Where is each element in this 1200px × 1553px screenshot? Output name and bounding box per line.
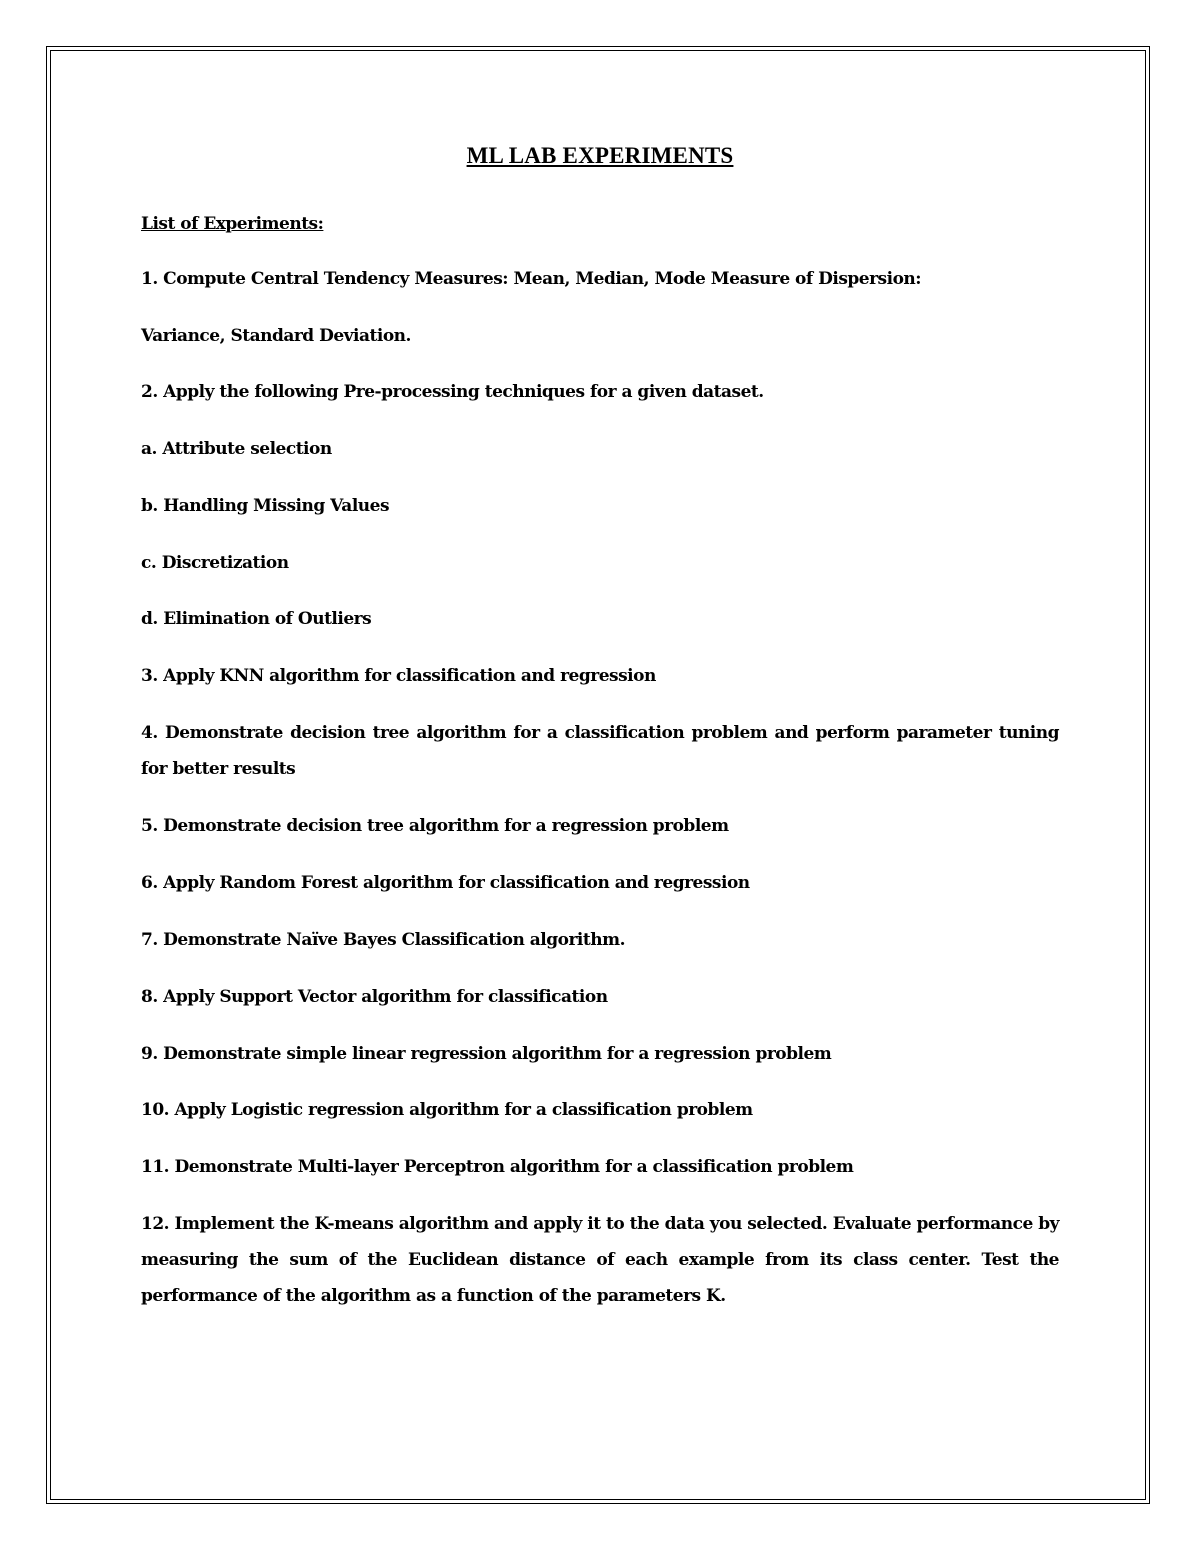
list-item: 3. Apply KNN algorithm for classification and regression <box>141 666 656 686</box>
list-item: 4. Demonstrate decision tree algorithm for a classification problem and perform parameter tuning for better results <box>141 723 1059 779</box>
list-item: 8. Apply Support Vector algorithm for classification <box>141 987 608 1007</box>
list-item: 9. Demonstrate simple linear regression algorithm for a regression problem <box>141 1044 832 1064</box>
list-item: 12. Implement the K-means algorithm and apply it to the data you selected. Evaluate performance by measuring the sum of the Euclidean distance of each example from its class center. Test the performance of the algorithm as a function of the parameters K. <box>141 1214 1059 1306</box>
page-title: ML LAB EXPERIMENTS <box>466 143 734 168</box>
list-item: d. Elimination of Outliers <box>141 609 372 629</box>
list-item: 5. Demonstrate decision tree algorithm for a regression problem <box>141 816 729 836</box>
list-item: 11. Demonstrate Multi-layer Perceptron algorithm for a classification problem <box>141 1157 854 1177</box>
list-item: 2. Apply the following Pre-processing techniques for a given dataset. <box>141 382 764 402</box>
list-item: c. Discretization <box>141 553 289 573</box>
list-item: 10. Apply Logistic regression algorithm for a classification problem <box>141 1100 753 1120</box>
list-item: Variance, Standard Deviation. <box>141 326 411 346</box>
list-item: 1. Compute Central Tendency Measures: Mean, Median, Mode Measure of Dispersion: <box>141 269 922 289</box>
list-item: b. Handling Missing Values <box>141 496 390 516</box>
list-item: 7. Demonstrate Naïve Bayes Classification algorithm. <box>141 930 625 950</box>
list-item: 6. Apply Random Forest algorithm for classification and regression <box>141 873 750 893</box>
list-item: a. Attribute selection <box>141 439 332 459</box>
list-heading: List of Experiments: <box>141 214 324 234</box>
